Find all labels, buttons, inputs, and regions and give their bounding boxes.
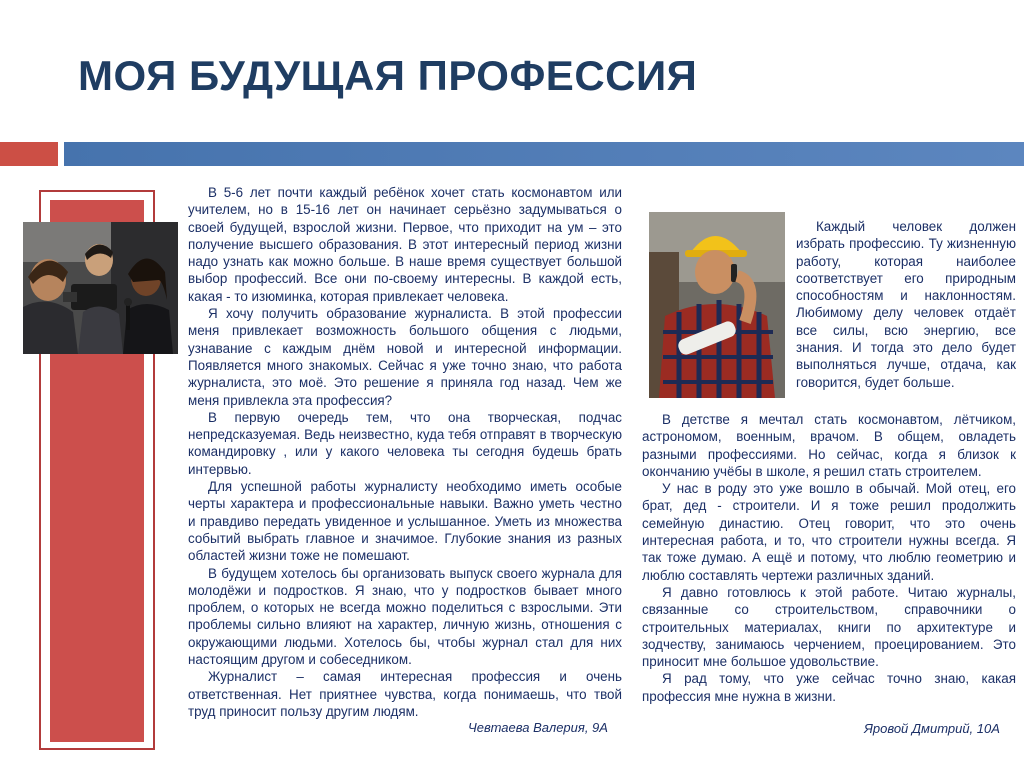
left-essay-paragraph: В будущем хотелось бы организовать выпуск своего журнала для молодёжи и подростков. Я знаю, что у подростков бывает много проблем, о которых не всегда можно поделиться с взрослыми. Эти проблемы сильно влияют на характер, личную жизнь, отношения с окружающими людьми. Хотелось бы, чтобы журнал стал для них настоящим другом и собеседником.: [188, 565, 622, 668]
builder-photo: [649, 212, 785, 398]
left-essay-author: Чевтаева Валерия, 9А: [468, 720, 608, 735]
left-essay: [188, 184, 622, 720]
right-essay-paragraph: Я рад тому, что уже сейчас точно знаю, какая профессия мне нужна в жизни.: [642, 671, 1016, 704]
left-essay-paragraph: Я хочу получить образование журналиста. В этой профессии меня привлекает возможность большого общения с людьми, узнавание с каждым днём новой и интересной информации. Появляется много знакомых. Сейчас я уже точно знаю, что работа журналиста, это моё. Это решение я приняла год назад. Чем же меня привлекла эта профессия?: [188, 306, 622, 408]
right-essay-paragraph: У нас в роду это уже вошло в обычай. Мой отец, его брат, дед - строители. И я тоже решил продолжить семейную династию. Отец говорит, что это очень интересная работа, и то, что строители нужны всегда. Я так тоже думаю. А ещё и потому, что люблю геометрию и люблю составлять чертежи различных зданий.: [642, 481, 1016, 583]
left-essay-paragraph: В первую очередь тем, что она творческая, подчас непредсказуемая. Ведь неизвестно, куда тебя отправят в творческую командировку , или у какого человека ты сегодня будешь брать интервью.: [188, 409, 622, 477]
page-title: МОЯ БУДУЩАЯ ПРОФЕССИЯ: [78, 52, 698, 99]
right-essay-author: Яровой Дмитрий, 10А: [864, 721, 1000, 736]
right-essay-paragraph: Я давно готовлюсь к этой работе. Читаю журналы, связанные со строительством, справочники о строительных материалах, книги по архитектуре и зодчеству, занимаюсь черчением, проецированием. Это приносит мне большое удовольствие.: [642, 584, 1016, 670]
left-essay-paragraph: Журналист – самая интересная профессия и очень ответственная. Нет приятнее чувства, когда понимаешь, что твой труд приносит пользу другим людям.: [188, 669, 622, 719]
red-accent-bar: [0, 142, 58, 166]
right-essay: [642, 411, 1016, 705]
left-essay-paragraph: В 5-6 лет почти каждый ребёнок хочет стать космонавтом или учителем, но в 15-16 лет он начинает серьёзно задумываться о своей будущей, взрослой жизни. Первое, что приходит на ум – это получение высшего образования. В этот интересный период жизни надо узнать как можно больше. В наше время существует большой выбор профессий. Все они по-своему интересны. В каждой есть, какая - то изюминка, которая привлекает человека.: [188, 185, 622, 304]
left-essay-paragraph: Для успешной работы журналисту необходимо иметь особые черты характера и профессиональные навыки. Важно уметь честно и правдиво передать увиденное и услышанное. Уметь из множества событий выбрать главное и значимое. Глубокие знания из разных областей жизни тоже не помешают.: [188, 479, 622, 564]
right-essay-intro-text: Каждый человек должен избрать профессию. Ту жизненную работу, которая наиболее соответствует его природным способностям и наклонностям. Любимому делу человек отдаёт все силы, всю энергию, все знания. И тогда это дело будет выполняться лучше, отдача, как говорится, будет больше.: [796, 219, 1016, 390]
right-essay-intro: [796, 218, 1016, 391]
journalist-photo: [23, 222, 178, 354]
right-essay-paragraph: В детстве я мечтал стать космонавтом, лётчиком, астрономом, военным, врачом. В общем, овладеть разными профессиями. Но сейчас, когда я близок к окончанию учёбы в школе, я решил стать строителем.: [642, 412, 1016, 479]
blue-accent-bar: [64, 142, 1024, 166]
